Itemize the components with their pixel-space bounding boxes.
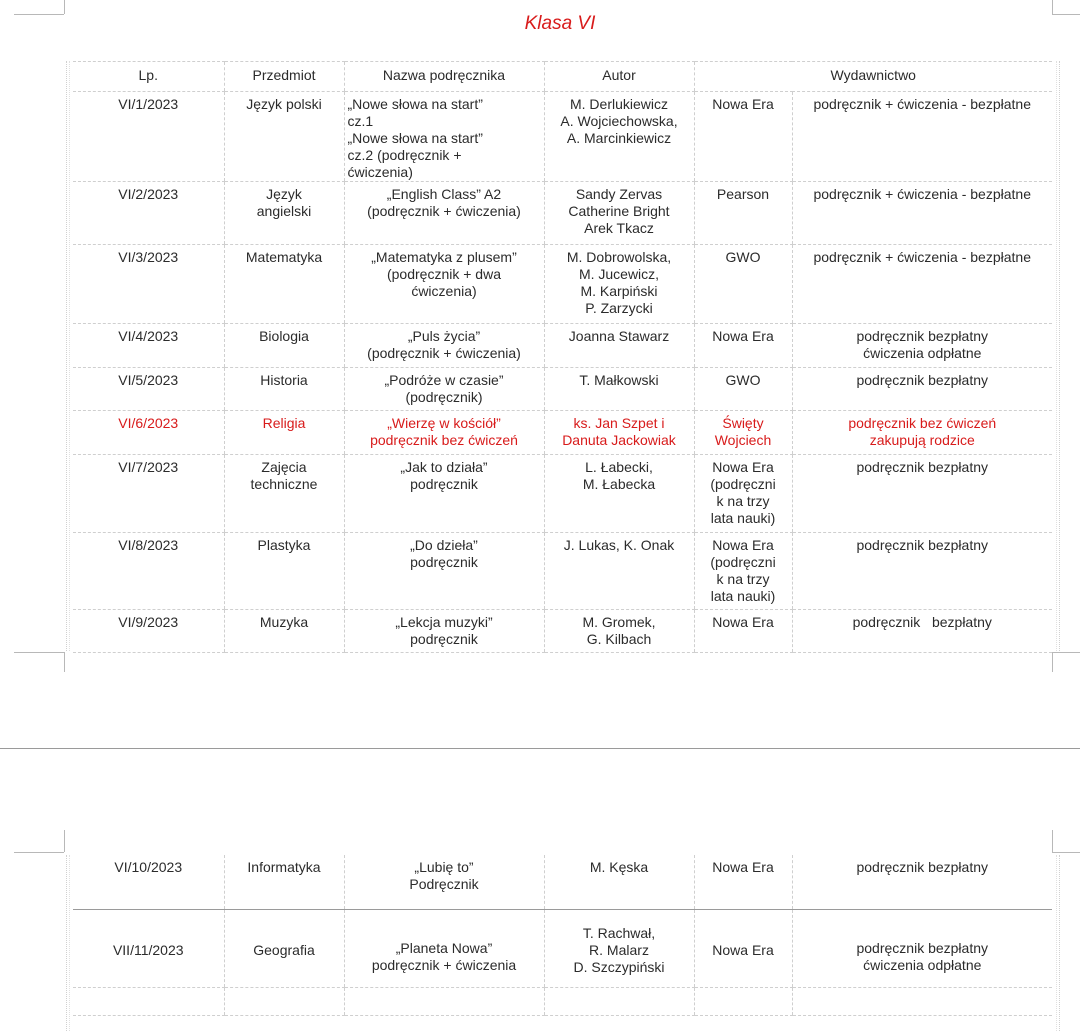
table-row xyxy=(73,855,1052,909)
cell-line: P. Zarzycki xyxy=(585,300,653,316)
cell-line: Historia xyxy=(260,372,308,388)
crop-mark xyxy=(14,852,64,853)
notes-cell xyxy=(792,855,1052,909)
cell-line: podręcznik xyxy=(410,476,478,492)
cell-line: Nowa Era xyxy=(712,614,774,630)
cell-line: podręcznik bezpłatny xyxy=(856,537,989,553)
notes-cell xyxy=(792,909,1052,987)
subject-cell xyxy=(224,182,344,245)
lp-cell: VI/2/2023 xyxy=(73,182,224,245)
cell-line: Pearson xyxy=(716,186,770,202)
cell-line: Wojciech xyxy=(714,432,772,448)
cell-line: podręcznik + ćwiczenia - bezpłatne xyxy=(813,186,1031,202)
cell-line: A. Marcinkiewicz xyxy=(566,130,672,146)
cell-line: M. Derlukiewicz xyxy=(569,96,668,112)
textbook-cell xyxy=(344,855,544,909)
cell-line: „Matematyka z plusem” xyxy=(371,249,517,265)
cell-line: J. Lukas, K. Onak xyxy=(563,537,675,553)
notes-cell xyxy=(792,411,1052,455)
cell-line: GWO xyxy=(725,249,761,265)
author-cell xyxy=(544,245,694,324)
empty-cell xyxy=(544,987,694,1015)
cell-line: M. Jucewicz, xyxy=(578,266,660,282)
subject-cell xyxy=(224,368,344,411)
table-row xyxy=(73,92,1052,182)
table-row xyxy=(73,610,1052,653)
cell-line: podręcznik + ćwiczenia - bezpłatne xyxy=(813,96,1031,112)
subject-cell xyxy=(224,92,344,182)
textbook-cell xyxy=(344,533,544,610)
cell-line: „English Class” A2 xyxy=(386,186,502,202)
table-row xyxy=(73,368,1052,411)
cell-line: podręcznik bezpłatny xyxy=(856,459,989,475)
textbook-cell xyxy=(344,455,544,533)
cell-line: Nowa Era xyxy=(712,537,774,553)
cell-line: cz.1 xyxy=(347,113,374,129)
cell-line: A. Wojciechowska, xyxy=(560,113,678,129)
subject-cell xyxy=(224,855,344,909)
cell-line: D. Szczypiński xyxy=(573,958,665,975)
lp-cell: VII/11/2023 xyxy=(73,909,224,987)
textbook-cell xyxy=(344,610,544,653)
notes-cell xyxy=(792,610,1052,653)
lp-cell: VI/9/2023 xyxy=(73,610,224,653)
cell-line: (podręczni xyxy=(710,476,776,492)
table-row xyxy=(73,324,1052,368)
crop-mark xyxy=(1052,830,1053,852)
subject-cell xyxy=(224,533,344,610)
cell-line: Święty xyxy=(722,415,764,431)
publisher-cell xyxy=(694,411,792,455)
column-header-autor: Autor xyxy=(544,62,694,92)
cell-line: Catherine Bright xyxy=(568,203,670,219)
lp-cell: VI/4/2023 xyxy=(73,324,224,368)
cell-line: cz.2 (podręcznik + xyxy=(347,147,462,163)
author-cell xyxy=(544,368,694,411)
publisher-cell xyxy=(694,245,792,324)
cell-line: „Puls życia” xyxy=(407,328,481,344)
publisher-cell xyxy=(694,610,792,653)
cell-line: Informatyka xyxy=(247,859,321,875)
cell-line: T. Rachwał, xyxy=(582,924,656,941)
notes-cell xyxy=(792,182,1052,245)
cell-line: „Do dzieła” xyxy=(410,537,478,553)
author-cell xyxy=(544,610,694,653)
textbook-cell xyxy=(344,245,544,324)
cell-line: ćwiczenia odpłatne xyxy=(863,345,982,361)
cell-line: „Wierzę w kościół” xyxy=(387,415,501,431)
cell-line: techniczne xyxy=(250,476,318,492)
cell-line: Biologia xyxy=(259,328,309,344)
subject-cell xyxy=(224,324,344,368)
cell-line: Nowa Era xyxy=(712,96,774,112)
cell-line: podręcznik bezpłatny xyxy=(856,372,989,388)
cell-line: Arek Tkacz xyxy=(584,220,654,236)
notes-cell xyxy=(792,245,1052,324)
cell-line: Religia xyxy=(262,415,306,431)
cell-line: G. Kilbach xyxy=(586,631,652,647)
cell-line: M. Łabecka xyxy=(582,476,656,492)
table-row xyxy=(73,909,1052,987)
cell-line: L. Łabecki, xyxy=(585,459,653,475)
cell-line: Nowa Era xyxy=(712,941,774,958)
subject-cell xyxy=(224,245,344,324)
empty-cell xyxy=(224,987,344,1015)
cell-line: (podręcznik + ćwiczenia) xyxy=(367,345,521,361)
subject-cell xyxy=(224,909,344,987)
author-cell xyxy=(544,855,694,909)
cell-line: Nowa Era xyxy=(712,859,774,875)
cell-line: T. Małkowski xyxy=(579,372,659,388)
publisher-cell xyxy=(694,324,792,368)
notes-cell xyxy=(792,455,1052,533)
author-cell xyxy=(544,909,694,987)
lp-cell: VI/7/2023 xyxy=(73,455,224,533)
textbook-table xyxy=(73,61,1052,653)
cell-line: Nowa Era xyxy=(712,459,774,475)
cell-line: zakupują rodzice xyxy=(869,432,975,448)
cell-line: „Jak to działa” xyxy=(400,459,488,475)
cell-line: podręcznik xyxy=(410,631,478,647)
page-separator xyxy=(0,748,1080,749)
lp-cell: VI/3/2023 xyxy=(73,245,224,324)
empty-cell xyxy=(73,987,224,1015)
textbook-cell xyxy=(344,909,544,987)
cell-line: (podręczni xyxy=(710,554,776,570)
crop-mark xyxy=(1052,852,1080,853)
cell-line: podręcznik + ćwiczenia xyxy=(371,956,517,973)
publisher-cell xyxy=(694,455,792,533)
cell-line: M. Dobrowolska, xyxy=(566,249,672,265)
cell-line: Język xyxy=(266,186,302,202)
crop-mark xyxy=(1052,652,1053,672)
lp-cell: VI/10/2023 xyxy=(73,855,224,909)
publisher-cell xyxy=(694,909,792,987)
crop-mark xyxy=(64,830,65,852)
cell-line: „Nowe słowa na start” xyxy=(347,130,483,146)
cell-line: „Nowe słowa na start” xyxy=(347,96,483,112)
cell-line: R. Malarz xyxy=(589,941,649,958)
cell-line: podręcznik bez ćwiczeń xyxy=(370,432,518,448)
publisher-cell xyxy=(694,182,792,245)
cell-line: podręcznik bez ćwiczeń xyxy=(848,415,997,431)
cell-line: M. Gromek, xyxy=(582,614,656,630)
cell-line: ćwiczenia) xyxy=(347,164,413,180)
textbook-cell xyxy=(344,92,544,182)
cell-line: „Planeta Nowa” xyxy=(395,939,493,956)
publisher-cell xyxy=(694,533,792,610)
cell-line: Danuta Jackowiak xyxy=(562,432,676,448)
publisher-cell xyxy=(694,855,792,909)
cell-line: Geografia xyxy=(253,941,315,958)
cell-line: ćwiczenia odpłatne xyxy=(863,956,982,973)
cell-line: lata nauki) xyxy=(710,510,776,526)
cell-line: „Podróże w czasie” xyxy=(384,372,504,388)
textbook-table-continued xyxy=(73,855,1052,1016)
cell-line: Język polski xyxy=(246,96,322,112)
lp-cell: VI/8/2023 xyxy=(73,533,224,610)
cell-line: podręcznik bezpłatny xyxy=(856,859,989,875)
cell-line: (podręcznik + ćwiczenia) xyxy=(367,203,521,219)
author-cell xyxy=(544,92,694,182)
cell-line: GWO xyxy=(725,372,761,388)
author-cell xyxy=(544,182,694,245)
table-row xyxy=(73,533,1052,610)
table-row xyxy=(73,245,1052,324)
column-header-lp: Lp. xyxy=(73,62,224,92)
column-header-wydawnictwo: Wydawnictwo xyxy=(694,62,1052,92)
author-cell xyxy=(544,411,694,455)
cell-line: (podręcznik + dwa xyxy=(386,266,501,282)
notes-cell xyxy=(792,324,1052,368)
publisher-cell xyxy=(694,92,792,182)
cell-line: Zajęcia xyxy=(261,459,307,475)
cell-line: k na trzy xyxy=(716,493,770,509)
empty-cell xyxy=(344,987,544,1015)
subject-cell xyxy=(224,411,344,455)
subject-cell xyxy=(224,610,344,653)
table-row-empty xyxy=(73,987,1052,1015)
cell-line: podręcznik bezpłatny xyxy=(856,328,989,344)
cell-line: podręcznik + ćwiczenia - bezpłatne xyxy=(813,249,1031,265)
textbook-cell xyxy=(344,411,544,455)
lp-cell: VI/1/2023 xyxy=(73,92,224,182)
notes-cell xyxy=(792,92,1052,182)
cell-line: lata nauki) xyxy=(710,588,776,604)
cell-line: Plastyka xyxy=(257,537,311,553)
author-cell xyxy=(544,455,694,533)
table-row xyxy=(73,182,1052,245)
table-header-row xyxy=(73,62,1052,92)
cell-line: Sandy Zervas xyxy=(575,186,663,202)
crop-mark xyxy=(14,652,64,653)
lp-cell: VI/6/2023 xyxy=(73,411,224,455)
empty-cell xyxy=(792,987,1052,1015)
author-cell xyxy=(544,533,694,610)
cell-line: angielski xyxy=(256,203,312,219)
cell-line: „Lekcja muzyki” xyxy=(395,614,493,630)
cell-line: „Lubię to” xyxy=(414,859,474,875)
table-row xyxy=(73,455,1052,533)
cell-line: ćwiczenia) xyxy=(411,283,477,299)
cell-line: Nowa Era xyxy=(712,328,774,344)
textbook-cell xyxy=(344,182,544,245)
cell-line: ks. Jan Szpet i xyxy=(573,415,665,431)
subject-cell xyxy=(224,455,344,533)
crop-mark xyxy=(64,652,65,672)
empty-cell xyxy=(694,987,792,1015)
publisher-cell xyxy=(694,368,792,411)
cell-line: podręcznik bezpłatny xyxy=(856,939,989,956)
cell-line: M. Karpiński xyxy=(580,283,658,299)
notes-cell xyxy=(792,368,1052,411)
column-header-nazwa: Nazwa podręcznika xyxy=(344,62,544,92)
cell-line: (podręcznik) xyxy=(405,389,483,405)
page-title: Klasa VI xyxy=(524,13,596,34)
textbook-cell xyxy=(344,368,544,411)
cell-line: Matematyka xyxy=(245,249,323,265)
cell-line: Podręcznik xyxy=(409,876,479,892)
lp-cell: VI/5/2023 xyxy=(73,368,224,411)
notes-cell xyxy=(792,533,1052,610)
table-row-highlighted xyxy=(73,411,1052,455)
cell-line: podręcznik bezpłatny xyxy=(852,614,992,630)
cell-line: Muzyka xyxy=(259,614,309,630)
column-header-przedmiot: Przedmiot xyxy=(224,62,344,92)
textbook-cell xyxy=(344,324,544,368)
author-cell xyxy=(544,324,694,368)
cell-line: Joanna Stawarz xyxy=(568,328,670,344)
cell-line: M. Kęska xyxy=(589,859,649,875)
cell-line: podręcznik xyxy=(410,554,478,570)
cell-line: k na trzy xyxy=(716,571,770,587)
crop-mark xyxy=(1052,652,1080,653)
